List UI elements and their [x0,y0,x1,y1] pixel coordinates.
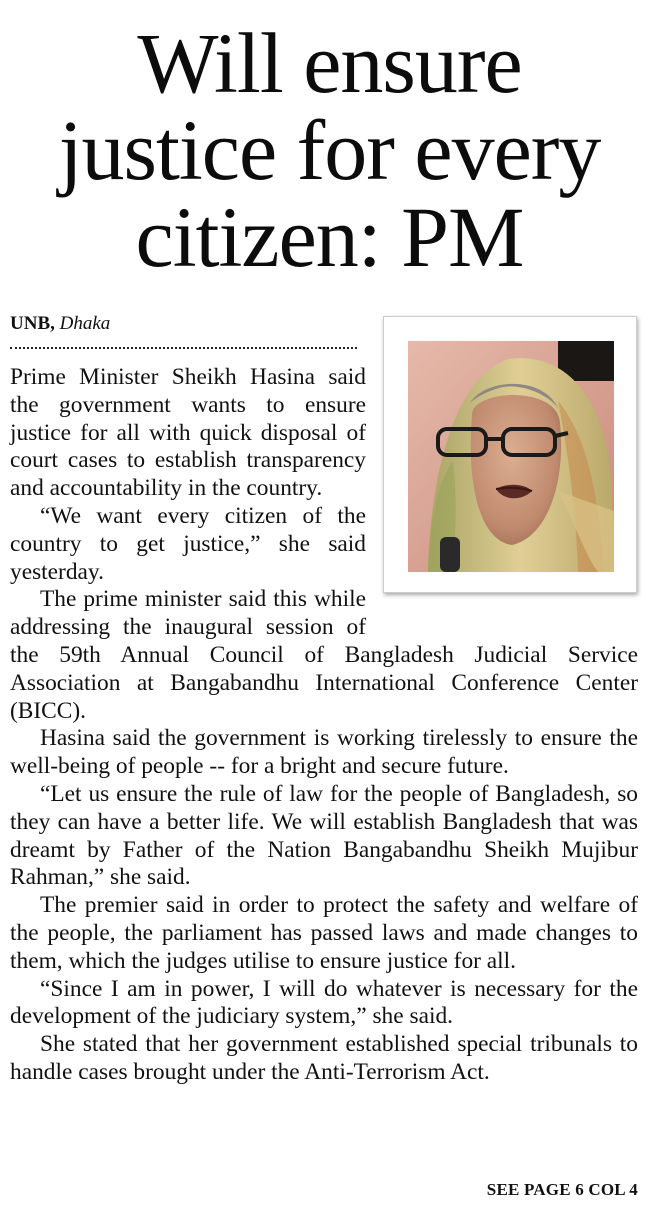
headline-line-1: Will ensure [137,15,522,111]
headline-line-3: citizen: PM [135,189,524,285]
photo-spacer [366,364,638,622]
article-paragraph: Prime Minister Sheikh Hasina said the government wants to ensure justice for all with quick disposal of court cases to establish transparency and accountability in the country. [10,364,366,502]
byline-place: Dhaka [59,313,111,334]
headline-line-2: justice for every [58,102,601,198]
headline [0,15,659,285]
article-paragraph: Hasina said the government is working tirelessly to ensure the well-being of people -- for a bright and secure future. [10,725,638,780]
article-body [10,364,638,1087]
continuation-link[interactable]: SEE PAGE 6 COL 4 [486,1180,638,1199]
article-paragraph: She stated that her government established special tribunals to handle cases brought under the Anti-Terrorism Act. [10,1031,638,1085]
article-paragraph: “Let us ensure the rule of law for the people of Bangladesh, so they can have a better life. We will establish Bangladesh that was dreamt by Father of the Nation Bangabandhu Sheikh Mujibur Rahman,” she said. [10,780,638,891]
article-paragraph: The prime minister said this while addressing the inaugural session of the 59th Annual Council of Bangladesh Judicial Service Association at Bangabandhu International Conference Center (BICC). [10,586,638,724]
byline [10,312,358,336]
byline-divider [10,347,357,349]
article-paragraph: “We want every citizen of the country to get justice,” she said yesterday. [10,502,366,585]
article-paragraph: The premier said in order to protect the safety and welfare of the people, the parliament has passed laws and made changes to them, which the judges utilise to ensure justice for all. [10,892,638,974]
byline-agency: UNB, [10,313,55,334]
article-paragraph: “Since I am in power, I will do whatever is necessary for the development of the judiciary system,” she said. [10,975,638,1030]
